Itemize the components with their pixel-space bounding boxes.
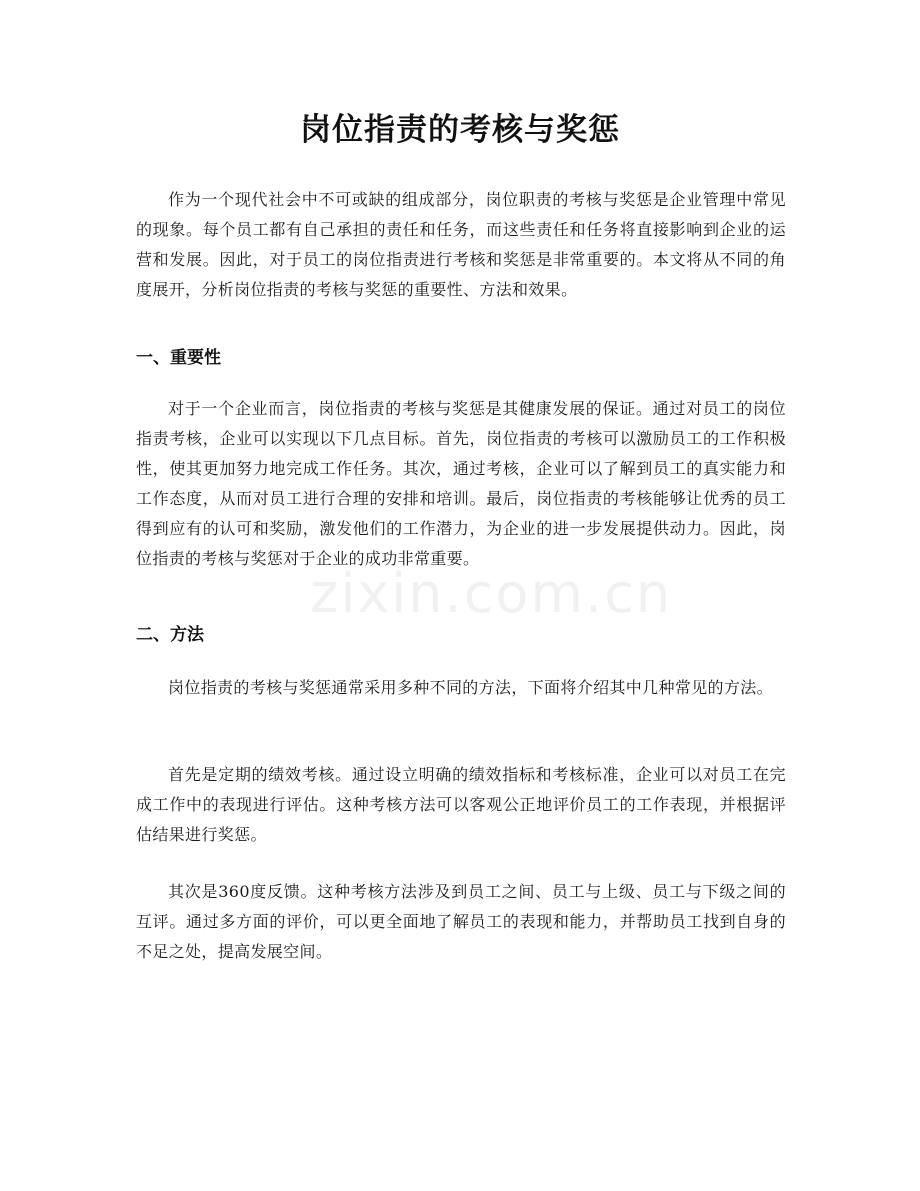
- section-heading-importance: 一、重要性: [136, 348, 221, 368]
- importance-paragraph: 对于一个企业而言，岗位指责的考核与奖惩是其健康发展的保证。通过对员工的岗位指责考核，企业可以实现以下几点目标。首先，岗位指责的考核可以激励员工的工作积极性，使其更加努力地完成工作任务。其次，通过考核，企业可以了解到员工的真实能力和工作态度，从而对员工进行合理的安排和培训。最后，岗位指责的考核能够让优秀的员工得到应有的认可和奖励，激发他们的工作潜力，为企业的进一步发展提供动力。因此，岗位指责的考核与奖惩对于企业的成功非常重要。: [136, 399, 786, 568]
- methods-360-paragraph: 其次是360度反馈。这种考核方法涉及到员工之间、员工与上级、员工与下级之间的互评。通过多方面的评价，可以更全面地了解员工的表现和能力，并帮助员工找到自身的不足之处，提高发展空间。: [136, 882, 786, 961]
- watermark: zixin.com.cn: [310, 562, 673, 625]
- methods-intro-paragraph: 岗位指责的考核与奖惩通常采用多种不同的方法，下面将介绍其中几种常见的方法。: [168, 678, 773, 697]
- document-title: 岗位指责的考核与奖惩: [300, 112, 620, 148]
- methods-performance-paragraph: 首先是定期的绩效考核。通过设立明确的绩效指标和考核标准，企业可以对员工在完成工作中的表现进行评估。这种考核方法可以客观公正地评价员工的工作表现，并根据评估结果进行奖惩。: [136, 765, 786, 844]
- section-heading-methods: 二、方法: [136, 625, 204, 645]
- intro-paragraph: 作为一个现代社会中不可或缺的组成部分，岗位职责的考核与奖惩是企业管理中常见的现象。每个员工都有自己承担的责任和任务，而这些责任和任务将直接影响到企业的运营和发展。因此，对于员工的岗位指责进行考核和奖惩是非常重要的。本文将从不同的角度展开，分析岗位指责的考核与奖惩的重要性、方法和效果。: [136, 190, 786, 299]
